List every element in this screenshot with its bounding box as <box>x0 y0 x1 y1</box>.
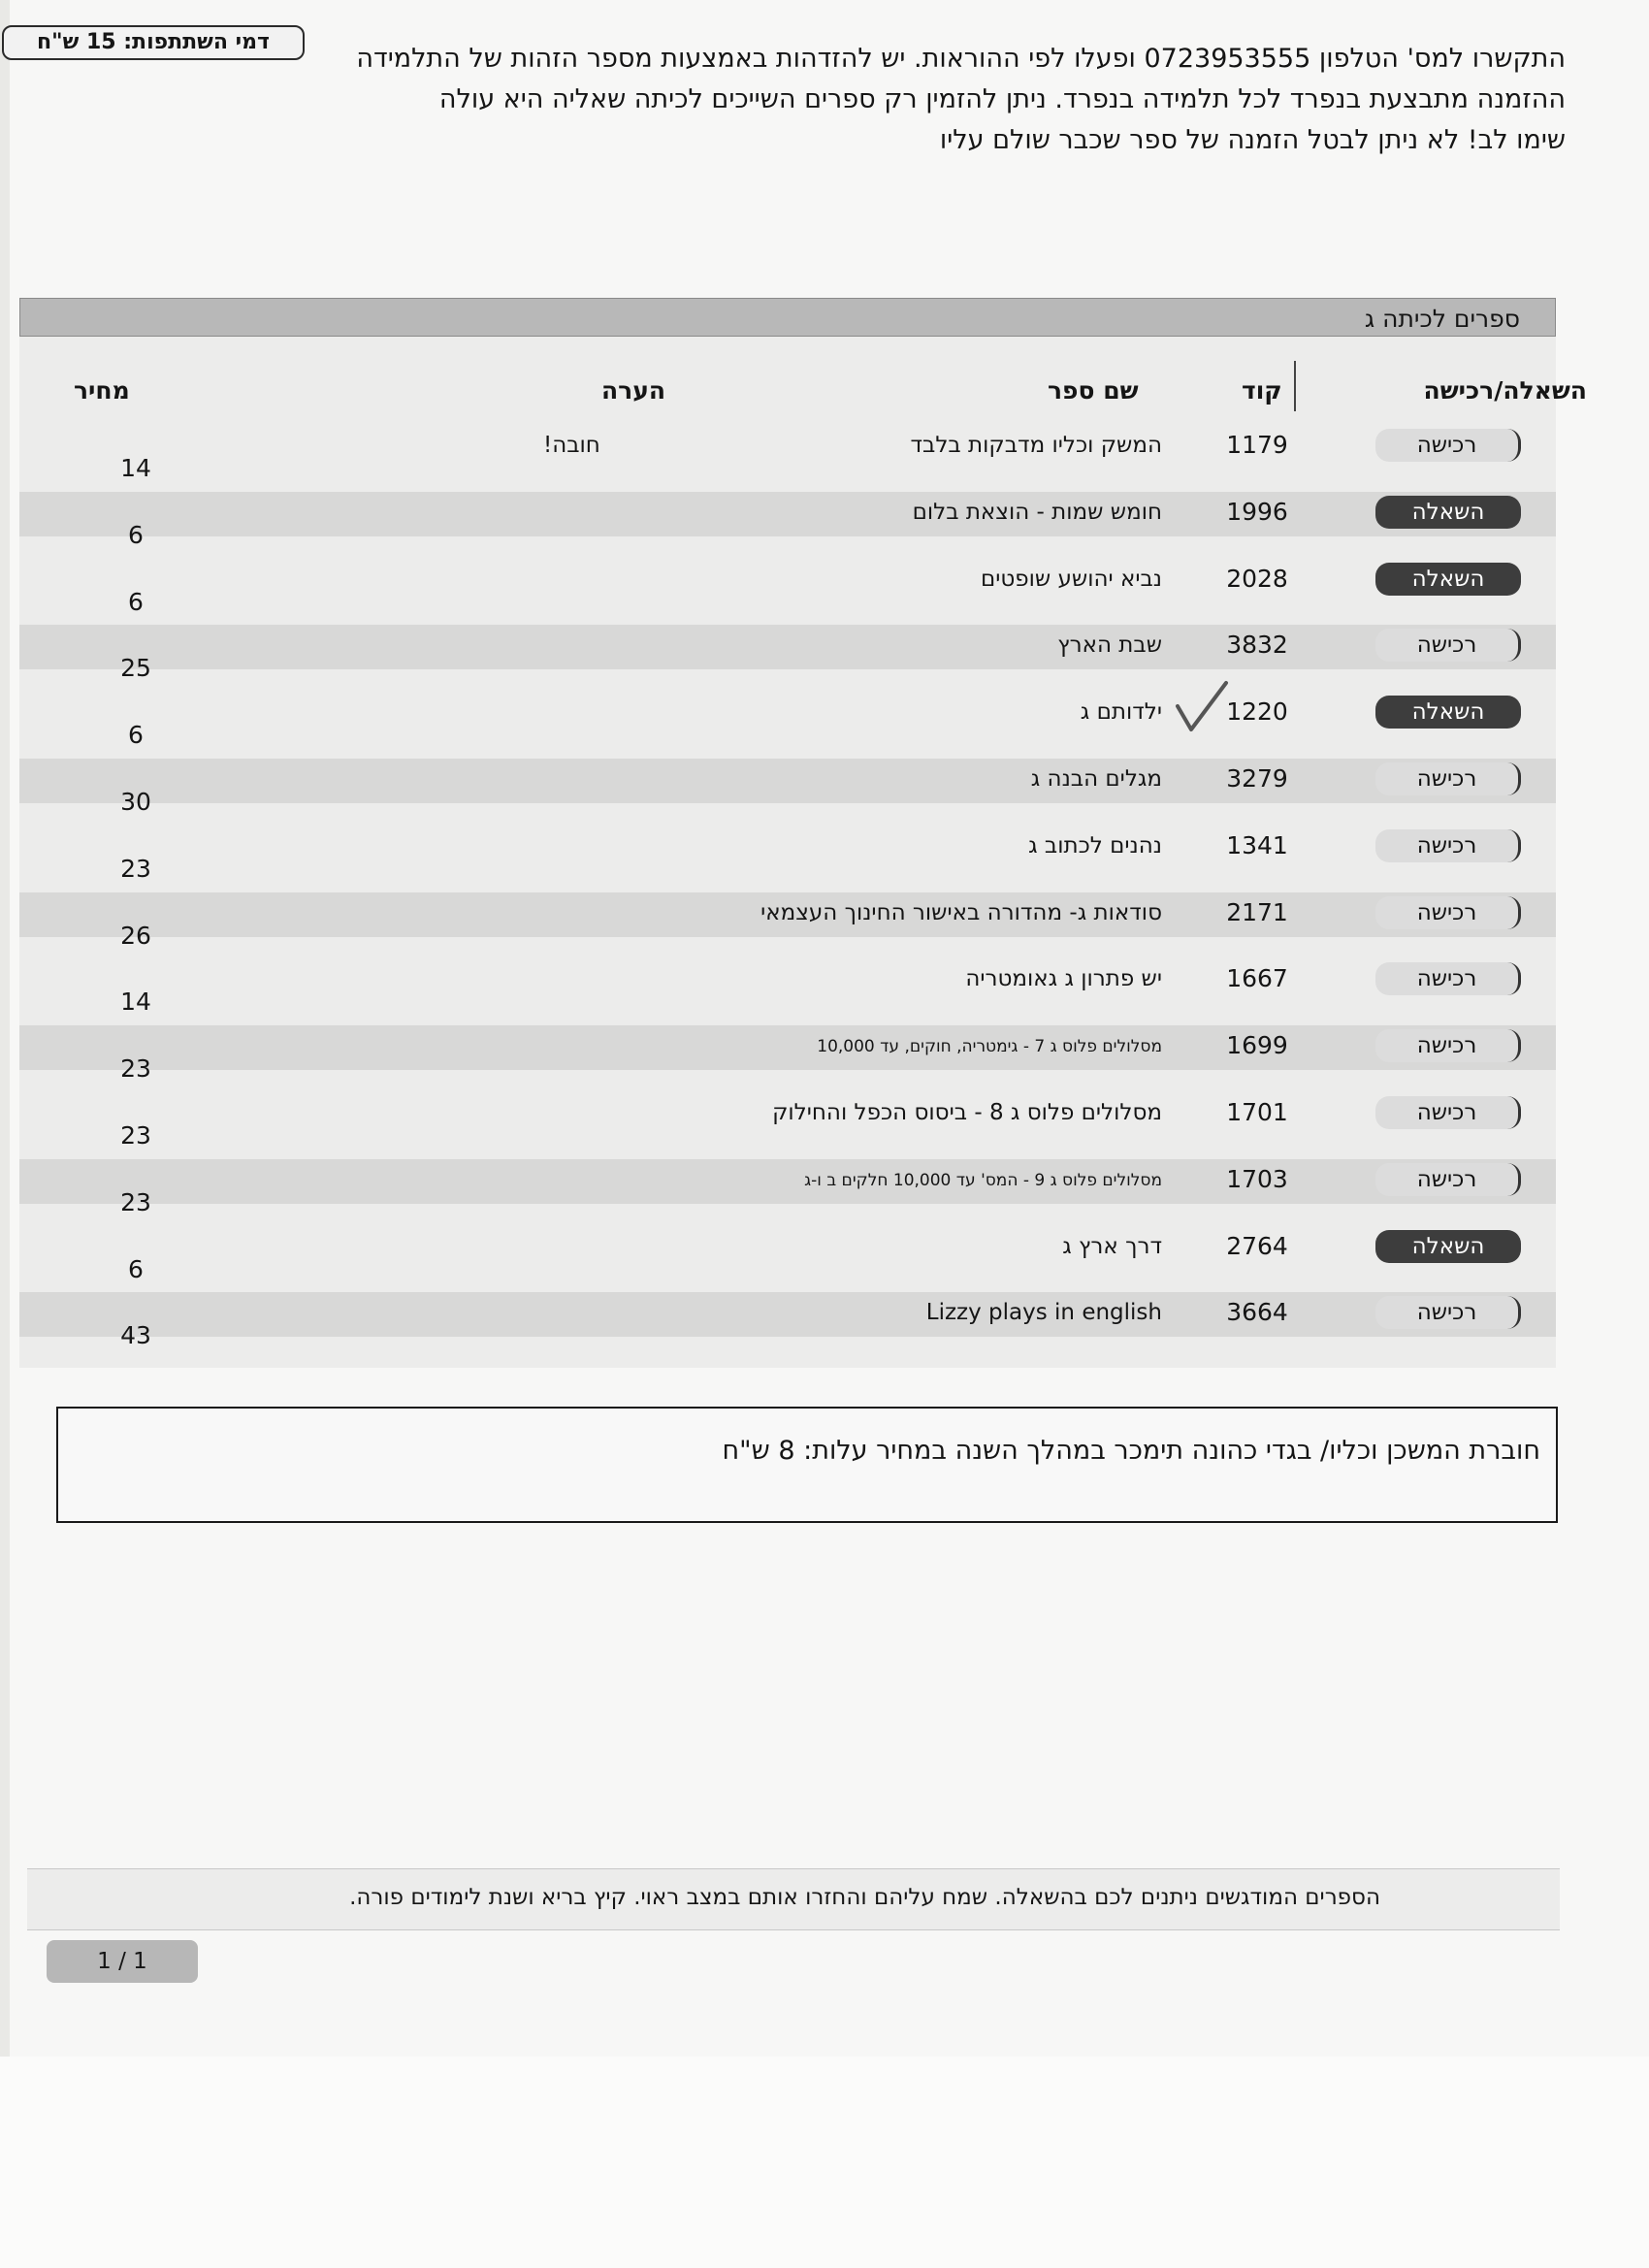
column-header-status: השאלה/רכישה <box>1423 376 1587 405</box>
book-price: 14 <box>120 454 151 482</box>
book-name: סודאות ג- מהדורה באישור החינוך העצמאי <box>760 900 1162 925</box>
book-code: 1701 <box>1226 1098 1288 1126</box>
book-name: המשק וכליו מדבקות בלבד <box>910 433 1162 458</box>
book-name: Lizzy plays in english <box>925 1300 1162 1325</box>
footer-note <box>27 1868 1560 1930</box>
book-code: 1996 <box>1226 498 1288 526</box>
book-code: 2028 <box>1226 565 1288 593</box>
table-row <box>0 1092 1649 1150</box>
purchase-badge: רכישה <box>1375 829 1521 862</box>
book-name: שבת הארץ <box>1057 632 1162 658</box>
workbook-price-text: חוברת המשכן וכליו/ בגדי כהונה תימכר במהלך השנה במחיר עלות: 8 ש"ח <box>722 1436 1540 1466</box>
book-name: דרך ארץ ג <box>1062 1234 1162 1259</box>
book-price: 43 <box>120 1321 151 1349</box>
table-row <box>0 892 1649 950</box>
table-row <box>0 559 1649 616</box>
column-header-name: שם ספר <box>1048 376 1139 405</box>
book-code: 3664 <box>1226 1298 1288 1326</box>
book-price: 6 <box>128 521 144 549</box>
header-divider <box>1294 361 1296 411</box>
book-code: 1699 <box>1226 1031 1288 1059</box>
book-code: 2764 <box>1226 1232 1288 1260</box>
column-header-code: קוד <box>1242 376 1282 405</box>
purchase-badge: רכישה <box>1375 429 1521 462</box>
section-header <box>19 298 1556 337</box>
book-code: 3279 <box>1226 764 1288 793</box>
book-name: נהנים לכתוב ג <box>1028 833 1162 859</box>
column-header-note: הערה <box>601 376 666 405</box>
purchase-badge: רכישה <box>1375 1096 1521 1129</box>
table-row <box>0 826 1649 883</box>
purchase-badge: רכישה <box>1375 962 1521 995</box>
book-price: 25 <box>120 654 151 682</box>
table-row <box>0 1226 1649 1283</box>
column-header-price: מחיר <box>74 376 130 405</box>
section-title: ספרים לכיתה ג <box>1364 305 1520 333</box>
participation-fee-badge: דמי השתתפות: 15 ש"ח <box>2 25 305 60</box>
table-row <box>0 692 1649 749</box>
book-price: 23 <box>120 1188 151 1216</box>
purchase-badge: רכישה <box>1375 1296 1521 1329</box>
book-name: ילדותם ג <box>1080 699 1162 725</box>
book-name: מסלולים פלוס ג 7 - גימטריה, חוקים, עד 10,000 <box>817 1037 1162 1056</box>
purchase-badge: רכישה <box>1375 629 1521 662</box>
book-name: חומש שמות - הוצאת בלום <box>912 500 1162 525</box>
book-price: 26 <box>120 922 151 950</box>
book-code: 3832 <box>1226 631 1288 659</box>
loan-badge: השאלה <box>1375 563 1521 596</box>
book-code: 1667 <box>1226 964 1288 992</box>
loan-badge: השאלה <box>1375 696 1521 729</box>
table-row <box>0 1292 1649 1349</box>
book-price: 6 <box>128 1255 144 1283</box>
table-row <box>0 1025 1649 1083</box>
book-price: 14 <box>120 988 151 1016</box>
instruction-line: התקשרו למס' הטלפון 0723953555 ופעלו לפי ההוראות. יש להזדהות באמצעות מספר הזהות של התלמידה <box>356 44 1566 74</box>
table-row <box>0 625 1649 682</box>
purchase-badge: רכישה <box>1375 896 1521 929</box>
book-name: מסלולים פלוס ג 9 - המס' עד 10,000 חלקים ב ו-ג <box>804 1171 1162 1190</box>
book-price: 23 <box>120 1054 151 1083</box>
book-code: 1703 <box>1226 1165 1288 1193</box>
book-code: 1220 <box>1226 697 1288 726</box>
loan-badge: השאלה <box>1375 1230 1521 1263</box>
handwritten-check-icon <box>1174 679 1232 737</box>
instruction-line: שימו לב! לא ניתן לבטל הזמנה של ספר שכבר שולם עליו <box>939 125 1566 155</box>
purchase-badge: רכישה <box>1375 1163 1521 1196</box>
table-row <box>0 1159 1649 1216</box>
book-price: 23 <box>120 1121 151 1150</box>
purchase-badge: רכישה <box>1375 1029 1521 1062</box>
purchase-badge: רכישה <box>1375 762 1521 795</box>
page-number: 1 / 1 <box>47 1940 198 1983</box>
book-code: 1179 <box>1226 431 1288 459</box>
table-row <box>0 425 1649 482</box>
book-price: 30 <box>120 788 151 816</box>
blank-page-area <box>0 2057 1649 2268</box>
book-price: 6 <box>128 721 144 749</box>
table-row <box>0 492 1649 549</box>
book-name: מסלולים פלוס ג 8 - ביסוס הכפל והחילוק <box>772 1100 1162 1125</box>
table-row <box>0 759 1649 816</box>
book-name: יש פתרון ג גאומטריה <box>965 966 1162 991</box>
book-code: 1341 <box>1226 831 1288 859</box>
book-name: נביא יהושע שופטים <box>980 567 1162 592</box>
book-code: 2171 <box>1226 898 1288 926</box>
footer-text: הספרים המודגשים ניתנים לכם בהשאלה. שמח עליהם והחזרו אותם במצב ראוי. קיץ בריא ושנת לימודים פורה. <box>349 1885 1380 1910</box>
book-price: 23 <box>120 855 151 883</box>
book-note: חובה! <box>543 433 600 458</box>
table-row <box>0 958 1649 1016</box>
loan-badge: השאלה <box>1375 496 1521 529</box>
instruction-line: ההזמנה מתבצעת בנפרד לכל תלמידה בנפרד. ניתן להזמין רק ספרים השייכים לכיתה שאליה היא עולה <box>438 84 1566 114</box>
workbook-price-note <box>56 1407 1558 1523</box>
book-price: 6 <box>128 588 144 616</box>
book-name: מגלים הבנה ג <box>1030 766 1162 792</box>
